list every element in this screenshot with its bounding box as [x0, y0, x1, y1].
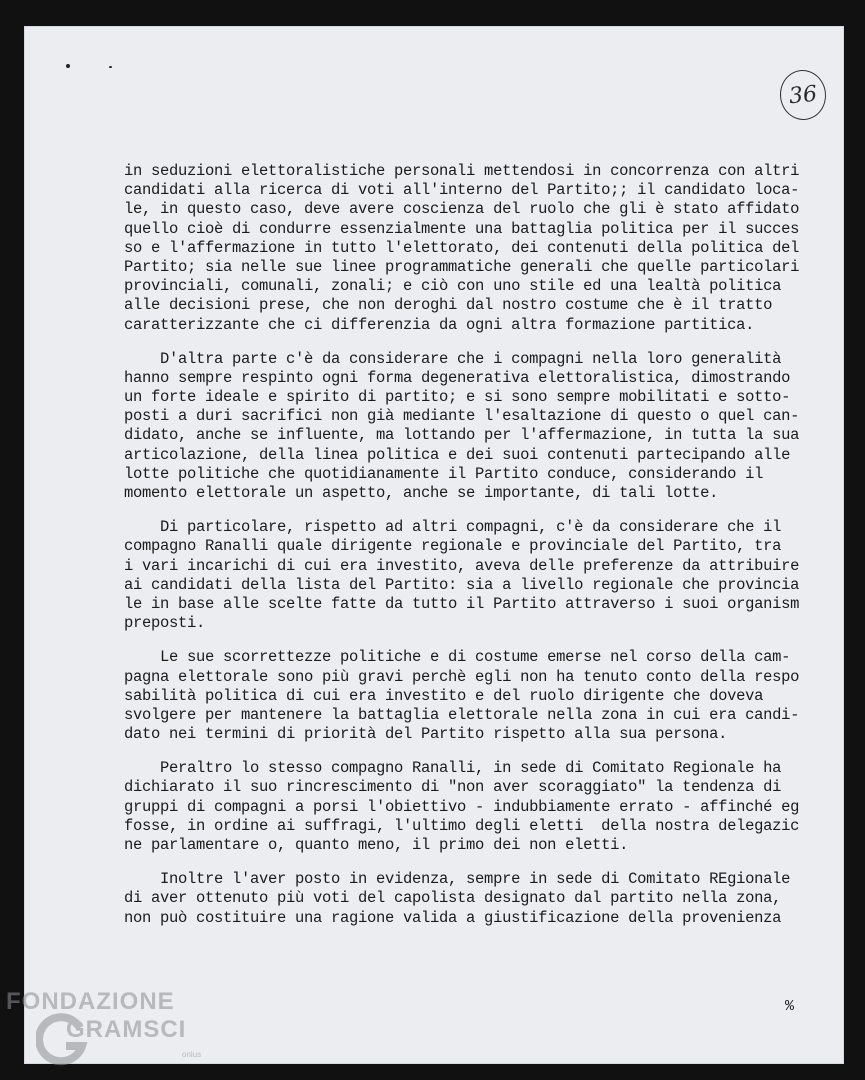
text-line: sabilità politica di cui era investito e del ruolo dirigente che doveva [124, 686, 764, 705]
paper-speck [109, 66, 112, 68]
text-line: i vari incarichi di cui era investito, aveva delle preferenze da attribuire [124, 556, 800, 575]
text-line: alle decisioni prese, che non deroghi dal nostro costume che è il tratto [124, 296, 773, 315]
paragraph [124, 759, 834, 855]
text-line: pagna elettorale sono più gravi perchè egli non ha tenuto conto della respo [124, 667, 800, 686]
text-line: so e l'affermazione in tutto l'elettorato, dei contenuti della politica del [124, 238, 800, 257]
text-line: preposti. [124, 614, 206, 633]
paragraph [124, 518, 834, 633]
text-line: le, in questo caso, deve avere coscienza del ruolo che gli è stato affidato [124, 200, 800, 219]
text-line: Inoltre l'aver posto in evidenza, sempre in sede di Comitato REgionale [124, 870, 791, 889]
text-line: D'altra parte c'è da considerare che i compagni nella loro generalità [124, 349, 782, 368]
handwritten-page-number: 36 [778, 68, 829, 123]
text-line: svolgere per mantenere la battaglia elettorale nella zona in cui era candi- [124, 705, 800, 724]
paper-speck [66, 64, 70, 68]
paragraph [124, 648, 834, 744]
text-line: compagno Ranalli quale dirigente regionale e provinciale del Partito, tra [124, 537, 782, 556]
text-line: Partito; sia nelle sue linee programmatiche generali che quelle particolari [124, 257, 800, 276]
text-line: non può costituire una ragione valida a giustificazione della provenienza [124, 908, 782, 927]
paragraph [124, 870, 834, 928]
text-line: gruppi di compagni a porsi l'obiettivo - indubbiamente errato - affinché eg [124, 797, 800, 816]
text-line: fosse, in ordine ai suffragi, l'ultimo degli eletti della nostra delegazic [124, 816, 800, 835]
text-line: ai candidati della lista del Partito: sia a livello regionale che provincia [124, 575, 800, 594]
text-line: momento elettorale un aspetto, anche se importante, di tali lotte. [124, 484, 719, 502]
continuation-mark: % [785, 998, 795, 1015]
text-line: in seduzioni elettoralistiche personali mettendosi in concorrenza con altri [124, 162, 800, 180]
text-line: posti a duri sacrifici non già mediante l'esaltazione di questo o quel can- [124, 407, 800, 426]
text-line: quello cioè di condurre essenzialmente una battaglia politica per il succes [124, 219, 800, 238]
text-line: ne parlamentare o, quanto meno, il primo dei non eletti. [124, 836, 629, 854]
text-line: dato nei termini di priorità del Partito rispetto alla sua persona. [124, 725, 728, 744]
text-line: Le sue scorrettezze politiche e di costume emerse nel corso della cam- [124, 648, 791, 667]
watermark-small: onlus [182, 1050, 202, 1059]
paragraph [124, 162, 834, 335]
text-line: candidati alla ricerca di voti all'interno del Partito;; il candidato loca- [124, 181, 800, 200]
text-line: provinciali, comunali, zonali; e ciò con uno stile ed una lealtà politica [124, 277, 782, 296]
document-page [24, 26, 844, 1064]
text-line: Peraltro lo stesso compagno Ranalli, in sede di Comitato Regionale ha [124, 759, 782, 778]
text-line: lotte politiche che quotidianamente il Partito conduce, considerando il [124, 464, 764, 483]
fondazione-gramsci-watermark [6, 988, 236, 1068]
text-line: Di particolare, rispetto ad altri compagni, c'è da considerare che il [124, 518, 782, 537]
text-line: dichiarato il suo rincrescimento di "non aver scoraggiato" la tendenza di [124, 778, 782, 797]
text-line: di aver ottenuto più voti del capolista designato dal partito nella zona, [124, 889, 782, 908]
text-line: un forte ideale e spirito di partito; e si sono sempre mobilitati e sotto- [124, 388, 791, 407]
watermark-line1: FONDAZIONE [6, 988, 175, 1015]
watermark-line2: GRAMSCI [66, 1016, 187, 1043]
typewritten-body [124, 162, 834, 943]
text-line: didato, anche se influente, ma lottando per l'affermazione, in tutta la sua [124, 426, 800, 445]
text-line: le in base alle scelte fatte da tutto il Partito attraverso i suoi organism [124, 594, 800, 613]
paragraph-container [124, 162, 834, 928]
text-line: caratterizzante che ci differenzia da ogni altra formazione partitica. [124, 315, 755, 334]
paragraph [124, 350, 834, 504]
text-line: articolazione, della linea politica e dei suoi contenuti partecipando alle [124, 445, 791, 464]
text-line: hanno sempre respinto ogni forma degenerativa elettoralistica, dimostrando [124, 368, 791, 387]
